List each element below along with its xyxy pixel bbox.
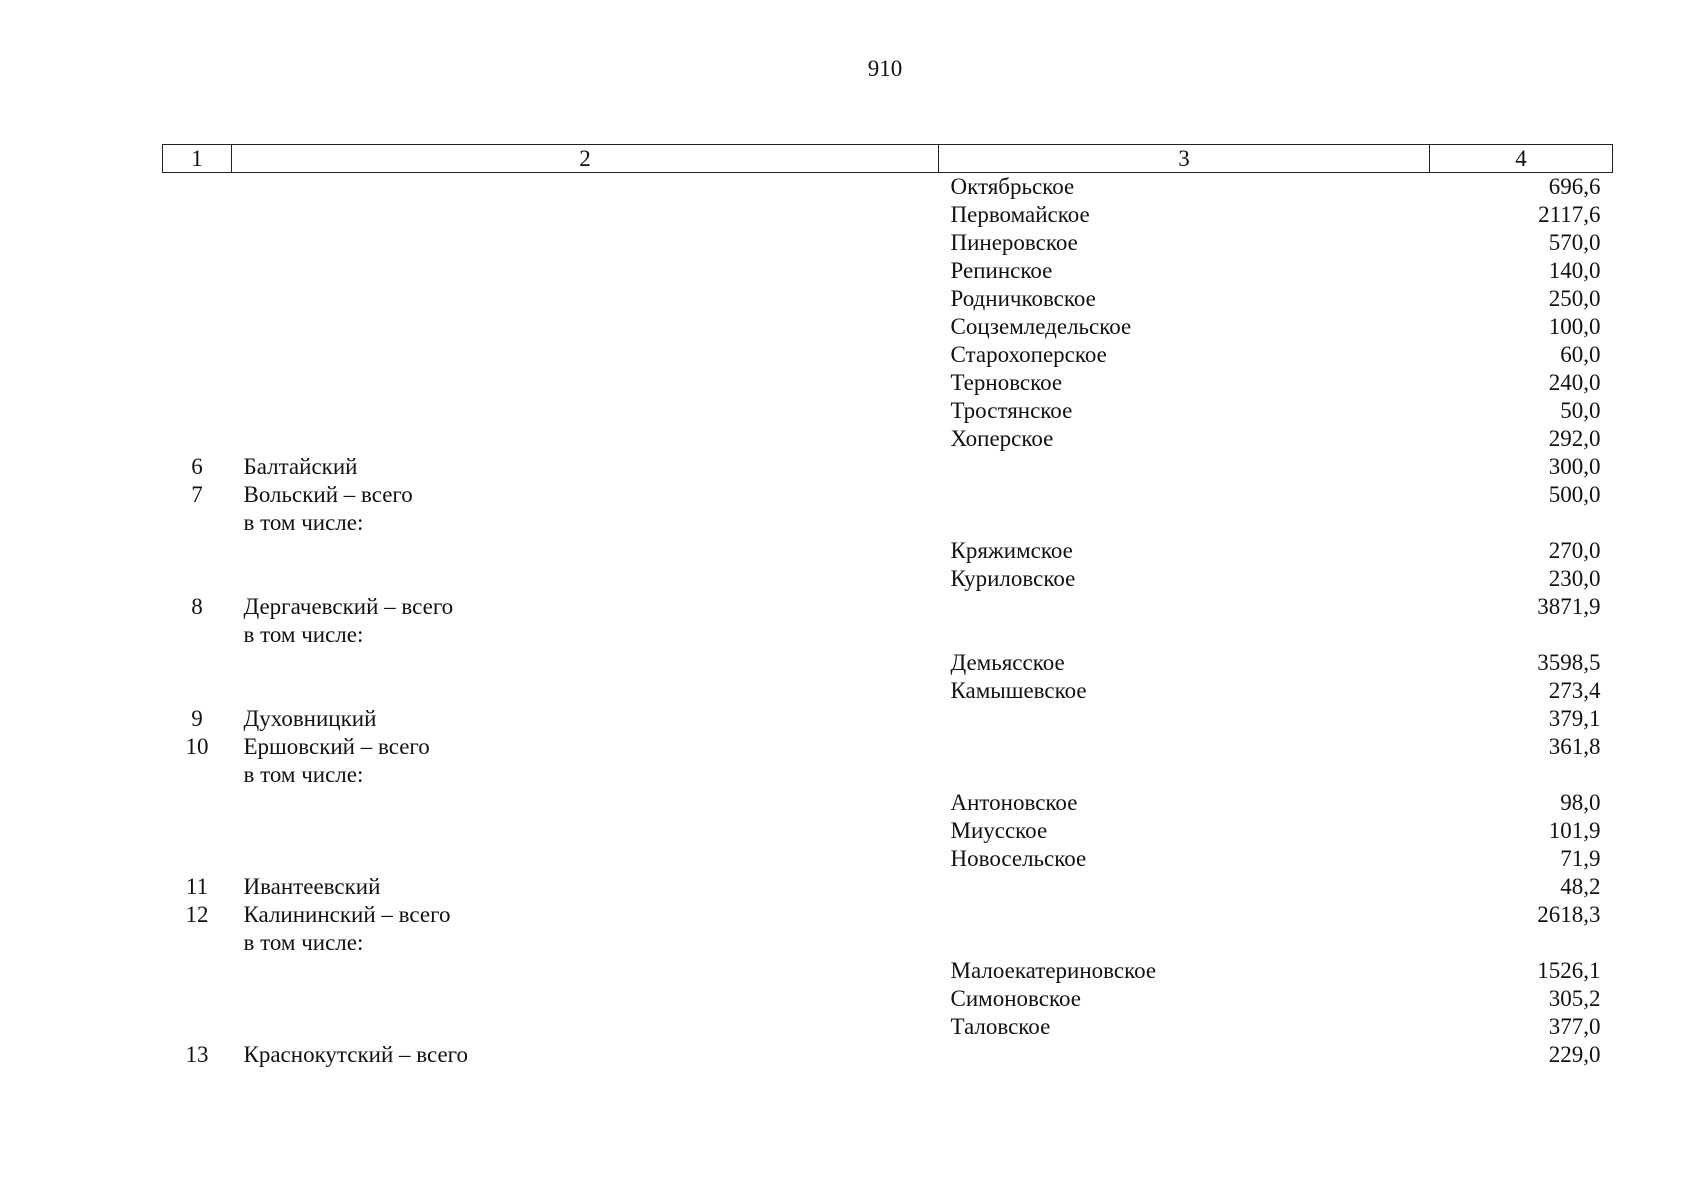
district-name (232, 817, 939, 845)
district-name (232, 285, 939, 313)
settlement-name: Демьясское (950, 650, 1065, 675)
table-row (163, 705, 1613, 733)
district-name: Дергачевский – всего (243, 594, 454, 619)
table-row (163, 957, 1613, 985)
table-row (163, 285, 1613, 313)
district-name (232, 565, 939, 593)
settlement-name (939, 705, 1430, 733)
table-row (163, 789, 1613, 817)
amount-value (1430, 621, 1613, 649)
district-name: Ивантеевский (243, 874, 381, 899)
table-row (163, 817, 1613, 845)
amount-value: 1526,1 (1537, 958, 1601, 983)
row-number (163, 201, 232, 229)
amount-value: 101,9 (1548, 818, 1601, 843)
row-number: 12 (185, 902, 209, 927)
settlement-name (939, 1041, 1430, 1069)
settlement-name (939, 901, 1430, 929)
settlement-name: Камышевское (950, 678, 1087, 703)
row-number (163, 985, 232, 1013)
settlement-name (939, 509, 1430, 537)
table-row (163, 397, 1613, 425)
amount-value: 140,0 (1548, 258, 1601, 283)
table-row (163, 537, 1613, 565)
table-row (163, 425, 1613, 453)
amount-value: 2618,3 (1537, 902, 1601, 927)
settlement-name: Терновское (950, 370, 1063, 395)
district-name: Духовницкий (243, 706, 377, 731)
district-name (232, 369, 939, 397)
amount-value: 98,0 (1560, 790, 1601, 815)
row-number: 8 (191, 594, 203, 619)
table-row (163, 845, 1613, 873)
budget-table (162, 144, 1613, 1069)
district-name (232, 257, 939, 285)
page-number: 910 (867, 56, 903, 81)
district-name (232, 957, 939, 985)
amount-value: 500,0 (1548, 482, 1601, 507)
row-number (163, 173, 232, 202)
amount-value: 229,0 (1548, 1042, 1601, 1067)
table-row (163, 173, 1613, 202)
table-row (163, 677, 1613, 705)
row-number (163, 565, 232, 593)
settlement-name: Репинское (950, 258, 1053, 283)
district-name: в том числе: (243, 930, 364, 955)
row-number (163, 341, 232, 369)
row-number (163, 397, 232, 425)
row-number (163, 957, 232, 985)
row-number: 6 (191, 454, 203, 479)
row-number (163, 537, 232, 565)
district-name: в том числе: (243, 762, 364, 787)
amount-value: 48,2 (1560, 874, 1601, 899)
table-row (163, 481, 1613, 509)
row-number (163, 285, 232, 313)
amount-value: 570,0 (1548, 230, 1601, 255)
column-header-4: 4 (1430, 145, 1613, 173)
settlement-name: Антоновское (950, 790, 1078, 815)
settlement-name: Симоновское (950, 986, 1081, 1011)
settlement-name: Малоекатериновское (950, 958, 1157, 983)
table-row (163, 649, 1613, 677)
row-number (163, 1013, 232, 1041)
table-row (163, 229, 1613, 257)
district-name: Краснокутский – всего (243, 1042, 469, 1067)
settlement-name (939, 593, 1430, 621)
table-row (163, 1041, 1613, 1069)
row-number (163, 509, 232, 537)
row-number: 11 (185, 874, 209, 899)
district-name (232, 313, 939, 341)
district-name (232, 649, 939, 677)
amount-value: 305,2 (1548, 986, 1601, 1011)
settlement-name (939, 621, 1430, 649)
table-row (163, 901, 1613, 929)
table-row (163, 873, 1613, 901)
amount-value: 273,4 (1548, 678, 1601, 703)
settlement-name: Соцземледельское (950, 314, 1132, 339)
table-row (163, 257, 1613, 285)
row-number (163, 929, 232, 957)
district-name (232, 985, 939, 1013)
amount-value: 71,9 (1560, 846, 1601, 871)
row-number (163, 313, 232, 341)
amount-value: 50,0 (1560, 398, 1601, 423)
amount-value: 377,0 (1548, 1014, 1601, 1039)
row-number (163, 257, 232, 285)
district-name (232, 229, 939, 257)
table-row (163, 369, 1613, 397)
district-name (232, 173, 939, 202)
settlement-name: Пинеровское (950, 230, 1078, 255)
settlement-name (939, 453, 1430, 481)
table-row (163, 565, 1613, 593)
row-number (163, 789, 232, 817)
district-name (232, 845, 939, 873)
settlement-name: Новосельское (950, 846, 1087, 871)
row-number: 13 (185, 1042, 209, 1067)
column-header-1: 1 (163, 145, 232, 173)
row-number (163, 845, 232, 873)
amount-value: 270,0 (1548, 538, 1601, 563)
row-number (163, 677, 232, 705)
amount-value: 379,1 (1548, 706, 1601, 731)
amount-value (1430, 929, 1613, 957)
district-name (232, 341, 939, 369)
amount-value: 300,0 (1548, 454, 1601, 479)
amount-value (1430, 761, 1613, 789)
district-name (232, 537, 939, 565)
settlement-name: Старохоперское (950, 342, 1107, 367)
table-row (163, 341, 1613, 369)
row-number: 10 (185, 734, 209, 759)
settlement-name: Куриловское (950, 566, 1076, 591)
table-row (163, 313, 1613, 341)
amount-value: 250,0 (1548, 286, 1601, 311)
column-header-3: 3 (939, 145, 1430, 173)
amount-value: 3871,9 (1537, 594, 1601, 619)
district-name (232, 677, 939, 705)
table-row (163, 453, 1613, 481)
district-name: в том числе: (243, 510, 364, 535)
amount-value: 100,0 (1548, 314, 1601, 339)
district-name (232, 789, 939, 817)
amount-value: 292,0 (1548, 426, 1601, 451)
table-header (163, 145, 1613, 173)
district-name (232, 201, 939, 229)
district-name: Ершовский – всего (243, 734, 430, 759)
settlement-name (939, 761, 1430, 789)
table-row (163, 1013, 1613, 1041)
amount-value: 230,0 (1548, 566, 1601, 591)
amount-value: 3598,5 (1537, 650, 1601, 675)
district-name: Калининский – всего (243, 902, 451, 927)
table-row (163, 201, 1613, 229)
district-name (232, 425, 939, 453)
settlement-name: Октябрьское (950, 174, 1075, 199)
district-name (232, 1013, 939, 1041)
settlement-name: Кряжимское (950, 538, 1073, 563)
row-number: 7 (191, 482, 203, 507)
amount-value: 696,6 (1548, 174, 1601, 199)
table-row (163, 509, 1613, 537)
table-row (163, 621, 1613, 649)
settlement-name: Таловское (950, 1014, 1051, 1039)
settlement-name (939, 733, 1430, 761)
row-number (163, 369, 232, 397)
settlement-name (939, 873, 1430, 901)
district-name: Балтайский (243, 454, 358, 479)
settlement-name: Тростянское (950, 398, 1073, 423)
district-name: в том числе: (243, 622, 364, 647)
amount-value (1430, 509, 1613, 537)
row-number (163, 229, 232, 257)
table-row (163, 733, 1613, 761)
row-number (163, 817, 232, 845)
amount-value: 361,8 (1548, 734, 1601, 759)
table-row (163, 593, 1613, 621)
table-row (163, 761, 1613, 789)
amount-value: 2117,6 (1538, 202, 1601, 227)
district-name: Вольский – всего (243, 482, 413, 507)
settlement-name: Первомайское (950, 202, 1090, 227)
row-number (163, 425, 232, 453)
amount-value: 240,0 (1548, 370, 1601, 395)
table-body (163, 173, 1613, 1070)
row-number (163, 621, 232, 649)
row-number: 9 (191, 706, 203, 731)
settlement-name (939, 929, 1430, 957)
column-header-2: 2 (232, 145, 939, 173)
settlement-name: Миусское (950, 818, 1048, 843)
settlement-name: Хоперское (950, 426, 1054, 451)
settlement-name: Родничковское (950, 286, 1096, 311)
row-number (163, 761, 232, 789)
settlement-name (939, 481, 1430, 509)
table-row (163, 929, 1613, 957)
table-row (163, 985, 1613, 1013)
row-number (163, 649, 232, 677)
amount-value: 60,0 (1560, 342, 1601, 367)
district-name (232, 397, 939, 425)
